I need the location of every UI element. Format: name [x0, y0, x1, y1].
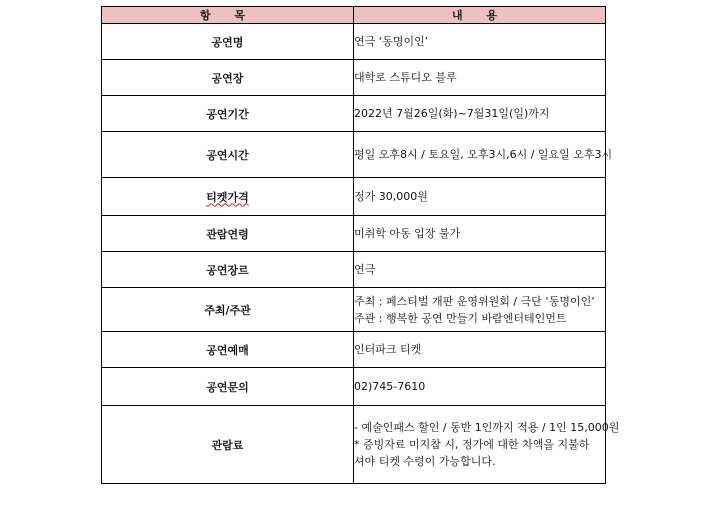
label-ticket-price: [102, 178, 354, 216]
value-line: 연극 ‘동명이인’: [354, 35, 429, 48]
value-showtime: [354, 132, 613, 178]
label-period: 공연기간: [102, 96, 354, 132]
row-period: [102, 96, 606, 132]
value-title: [354, 24, 606, 60]
row-ticket-price: [102, 178, 606, 216]
row-title: [102, 24, 606, 60]
label-showtime: 공연시간: [102, 132, 354, 178]
value-inquiry: [354, 368, 606, 406]
value-line: 연극: [354, 263, 376, 276]
value-line: 주관 : 행복한 공연 만들기 바람엔터테인먼트: [354, 311, 567, 325]
value-booking: [354, 332, 606, 368]
value-line: 인터파크 티켓: [354, 343, 422, 356]
row-organizer: [102, 288, 606, 332]
value-ticket-price: [354, 178, 606, 216]
row-age-limit: [102, 216, 606, 252]
row-admission-fee: [102, 406, 606, 484]
header-item: 항 목: [102, 7, 354, 24]
label-age-limit: 관람연령: [102, 216, 354, 252]
value-line: 대학로 스튜디오 블루: [354, 71, 457, 84]
label-genre: 공연장르: [102, 252, 354, 288]
row-inquiry: [102, 368, 606, 406]
label-organizer: 주최/주관: [102, 288, 354, 332]
label-venue: 공연장: [102, 60, 354, 96]
label-title: 공연명: [102, 24, 354, 60]
label-admission-fee: 관람료: [102, 406, 354, 484]
value-venue: [354, 60, 606, 96]
value-line: 정가 30,000원: [354, 190, 428, 203]
row-showtime: [102, 132, 606, 178]
value-line: 주최 : 페스티벌 개판 운영위원회 / 극단 ‘동명이인’: [354, 294, 595, 308]
header-row: [102, 7, 606, 24]
value-line: 02)745-7610: [354, 380, 426, 393]
value-organizer: [354, 288, 606, 332]
value-line: - 예술인패스 할인 / 동반 1인까지 적용 / 1인 15,000원: [354, 421, 620, 434]
label-text: 티켓가격: [206, 190, 249, 204]
label-inquiry: 공연문의: [102, 368, 354, 406]
row-booking: [102, 332, 606, 368]
row-genre: [102, 252, 606, 288]
value-period: [354, 96, 606, 132]
value-line: 미취학 아동 입장 불가: [354, 227, 461, 240]
performance-info-table: [101, 6, 620, 484]
header-content: 내 용: [354, 7, 606, 24]
label-booking: 공연예매: [102, 332, 354, 368]
value-line: 2022년 7월26일(화)~7월31일(일)까지: [354, 107, 550, 120]
value-genre: [354, 252, 606, 288]
value-age-limit: [354, 216, 606, 252]
value-line: * 증빙자료 미지참 시, 정가에 대한 차액을 지불하셔야 티켓 수령이 가능합니다.: [354, 438, 590, 468]
row-venue: [102, 60, 606, 96]
value-line: 평일 오후8시 / 토요일, 오후3시,6시 / 일요일 오후3시: [354, 148, 613, 161]
value-admission-fee: [354, 406, 620, 484]
